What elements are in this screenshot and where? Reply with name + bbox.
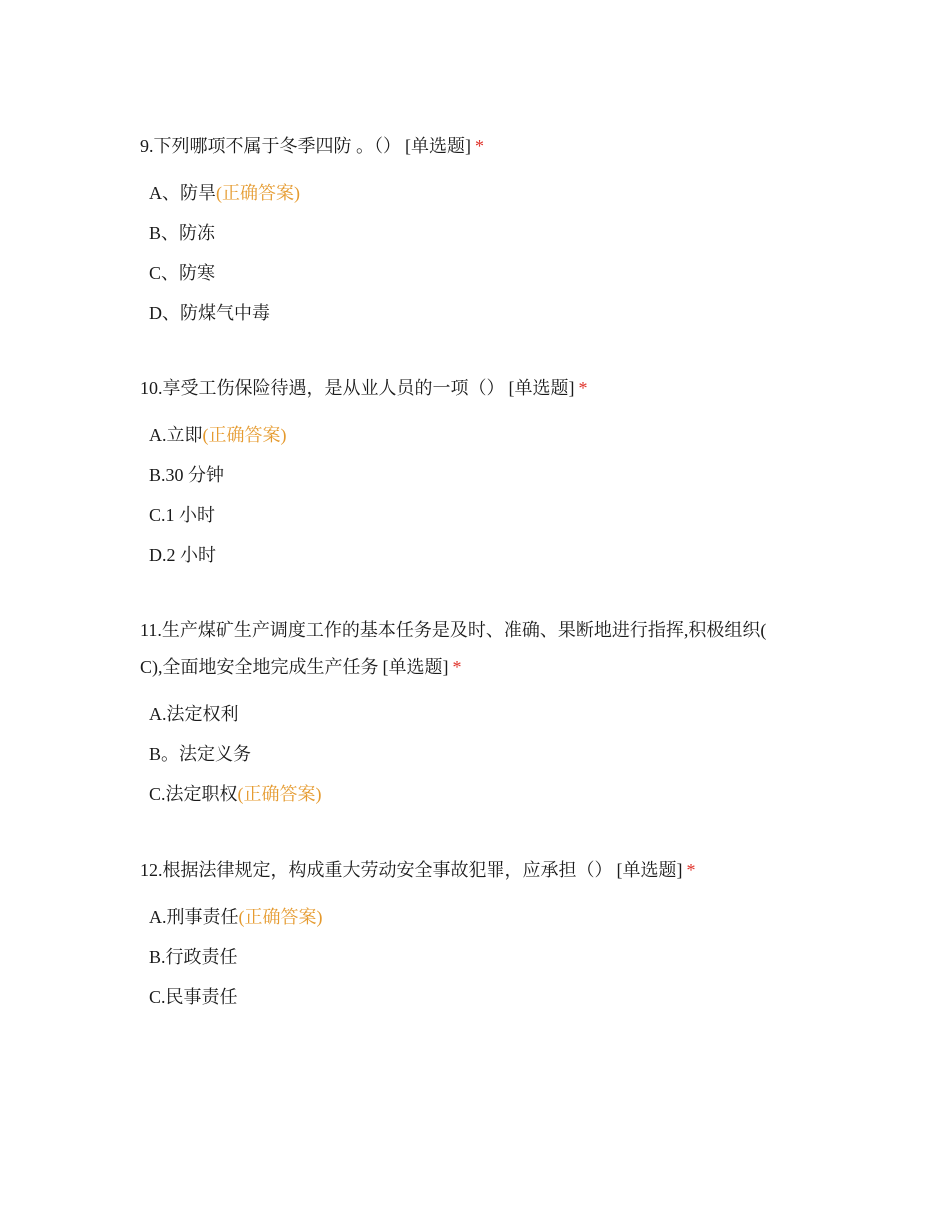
option-b[interactable] [140,213,800,253]
option-label: A.法定权利 [149,704,239,724]
correct-answer-marker: (正确答案) [202,425,287,445]
question-type-tag: [单选题] [616,860,683,880]
required-marker: * [686,860,696,880]
option-label: B。法定义务 [149,744,252,764]
option-list [140,694,790,814]
correct-answer-marker: (正确答案) [238,907,323,927]
option-label: C.1 小时 [149,505,216,525]
option-c[interactable] [140,774,790,814]
option-label: B、防冻 [149,223,216,243]
option-label: B.行政责任 [149,947,238,967]
option-label: D.2 小时 [149,545,216,565]
option-a[interactable] [140,897,800,937]
option-d[interactable] [140,293,800,333]
question-text: 9.下列哪项不属于冬季四防 。（） [140,136,401,156]
option-label: A、防旱 [149,183,216,203]
question-text: 11.生产煤矿生产调度工作的基本任务是及时、准确、果断地进行指挥,积极组织( C),全面地安全地完成生产任务 [140,620,767,677]
option-label: B.30 分钟 [149,465,225,485]
question-text: 12.根据法律规定，构成重大劳动安全事故犯罪，应承担（） [140,860,613,880]
option-list [140,897,800,1017]
option-label: C.民事责任 [149,987,238,1007]
question-9 [140,128,800,333]
option-a[interactable] [140,694,790,734]
question-type-tag: [单选题] [508,378,575,398]
option-label: C.法定职权 [149,784,238,804]
option-label: C、防寒 [149,263,216,283]
question-title [140,128,800,165]
option-c[interactable] [140,495,800,535]
correct-answer-marker: (正确答案) [237,784,322,804]
option-label: A.刑事责任 [149,907,239,927]
option-list [140,415,800,575]
option-c[interactable] [140,253,800,293]
question-type-tag: [单选题] [382,657,449,677]
question-12 [140,852,800,1017]
question-title [140,612,790,686]
correct-answer-marker: (正确答案) [216,183,300,203]
option-a[interactable] [140,415,800,455]
required-marker: * [452,657,462,677]
question-11 [140,612,790,814]
question-10 [140,370,800,575]
question-type-tag: [单选题] [405,136,471,156]
question-title [140,370,800,407]
option-b[interactable] [140,937,800,977]
option-b[interactable] [140,455,800,495]
required-marker: * [475,136,484,156]
option-list [140,173,800,333]
question-title [140,852,800,889]
question-text: 10.享受工伤保险待遇，是从业人员的一项（） [140,378,505,398]
option-c[interactable] [140,977,800,1017]
option-label: A.立即 [149,425,203,445]
option-b[interactable] [140,734,790,774]
option-a[interactable] [140,173,800,213]
option-d[interactable] [140,535,800,575]
required-marker: * [578,378,588,398]
option-label: D、防煤气中毒 [149,303,270,323]
